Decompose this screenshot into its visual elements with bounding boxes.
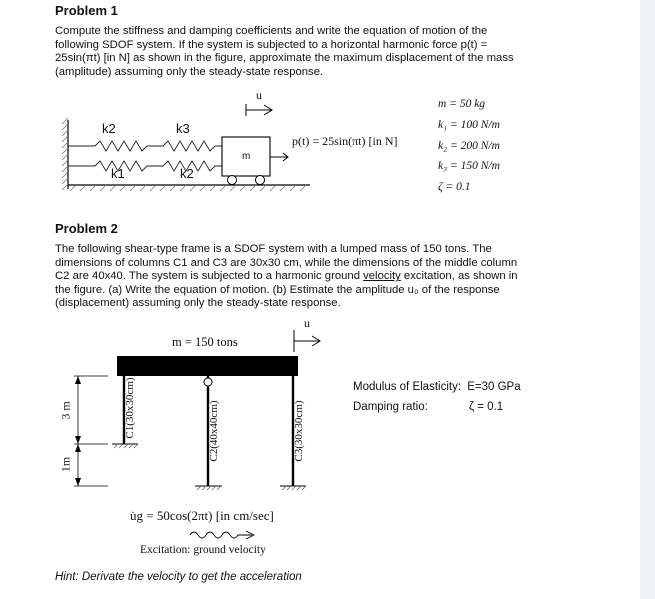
problem2-line-3 <box>55 270 568 284</box>
problem2-line-3-post: excitation, as shown in <box>400 270 518 283</box>
param-k2: k₂ = 200 N/m <box>438 139 500 152</box>
problem1-line-2: following SDOF system. If the system is subjected to a horizontal harmonic force p(t) = <box>55 38 488 51</box>
problem1-line-1: Compute the stiffness and damping coefficients and write the equation of motion of the <box>55 25 488 37</box>
problem1-title: Problem 1 <box>55 3 118 18</box>
problem2-line-5: (displacement) assuming only the steady-state response. <box>55 297 341 310</box>
param-zeta: ζ = 0.1 <box>438 181 471 194</box>
modulus-row <box>353 381 521 393</box>
problem2-line-3-pre: C2 are 40x40. The system is subjected to a harmonic ground <box>55 270 364 283</box>
fig2-u-label: u <box>304 316 310 330</box>
problem2-line-1: The following shear-type frame is a SDOF system with a lumped mass of 150 tons. The <box>55 243 492 255</box>
param-k3: k₃ = 150 N/m <box>438 160 500 173</box>
column-c2-label: C2(40x40cm) <box>208 400 220 462</box>
damping-row <box>353 401 428 413</box>
problem1-line-4: (amplitude) assuming only the steady-state response. <box>55 65 324 78</box>
fig1-k2-top-label: k2 <box>102 121 116 136</box>
hint-text: Hint: Derivate the velocity to get the acceleration <box>55 571 302 583</box>
fig2-mass-label: m = 150 tons <box>172 335 238 349</box>
velocity-underlined: velocity <box>363 270 401 283</box>
param-k1: k₁ = 100 N/m <box>438 118 500 131</box>
excitation-caption: Excitation: ground velocity <box>140 544 266 556</box>
fig1-mass-label: m <box>242 151 251 162</box>
fig1-u-label: u <box>256 88 262 102</box>
param-mass: m = 50 kg <box>438 98 486 110</box>
problem2-text <box>55 243 568 311</box>
modulus-label: Modulus of Elasticity: <box>353 381 462 393</box>
damping-label: Damping ratio: <box>353 401 428 413</box>
fig2-height-3m: 3 m <box>58 401 73 420</box>
right-scroll-gutter <box>640 0 655 599</box>
damping-value: ζ = 0.1 <box>469 401 504 413</box>
fig1-k1-label: k1 <box>111 166 125 181</box>
problem2-line-2: dimensions of columns C1 and C3 are 30x30 cm, while the dimensions of the middle column <box>55 256 518 269</box>
problem2-title: Problem 2 <box>55 221 118 236</box>
modulus-value: E=30 GPa <box>467 381 521 393</box>
problem1-line-3: 25sin(πt) [in N] as shown in the figure, approximate the maximum displacement of the mass <box>55 52 514 65</box>
column-c1-label: C1(30x30cm) <box>124 377 136 439</box>
fig1-force-label: p(t) = 25sin(πt) [in N] <box>292 134 398 148</box>
problem2-line-4: the figure. (a) Write the equation of motion. (b) Estimate the amplitude u₀ of the response <box>55 283 500 296</box>
fig1-k3-label: k3 <box>176 121 190 136</box>
column-c3-label: C3(30x30cm) <box>293 400 305 462</box>
problem1-parameters <box>438 94 500 198</box>
ground-velocity-equation: u̇g = 50cos(2πt) [in cm/sec] <box>130 508 274 523</box>
fig2-height-1m: 1m <box>58 456 73 473</box>
fig1-k2-bottom-label: k2 <box>180 166 194 181</box>
